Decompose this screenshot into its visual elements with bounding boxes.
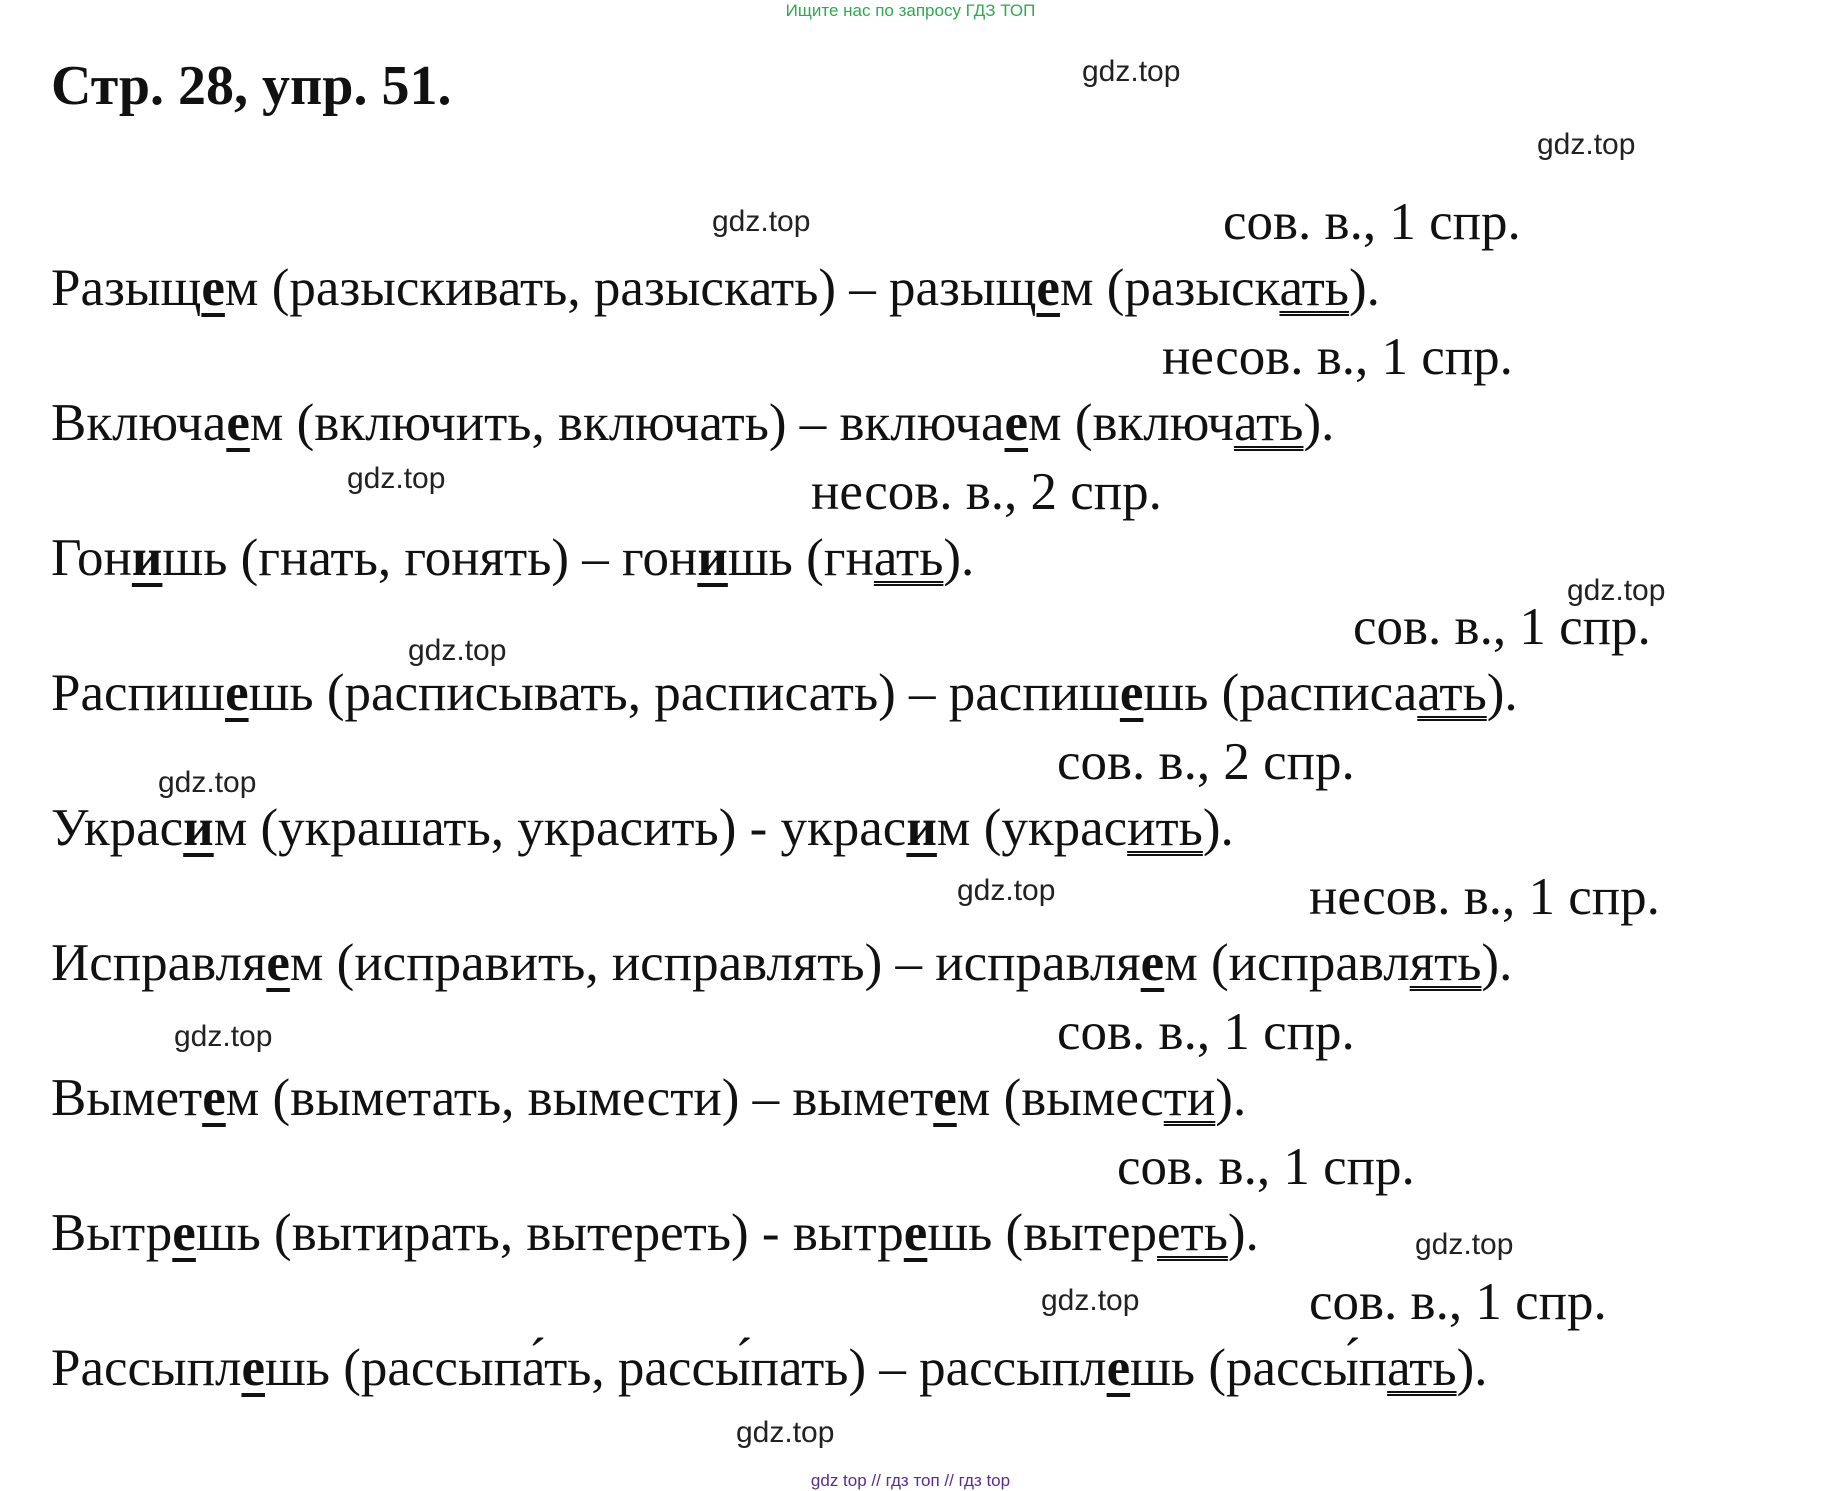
- verb-pair-text: (выметать, вымести) –: [259, 1069, 793, 1127]
- verb-tail: шь: [265, 1339, 330, 1397]
- personal-ending: е: [903, 1204, 928, 1262]
- watermark: gdz.top: [347, 462, 446, 495]
- infinitive-suffix: ать: [1279, 259, 1349, 317]
- exercise-line: [51, 933, 1512, 993]
- verb-stem: вытр: [792, 1204, 904, 1262]
- personal-ending: е: [1036, 259, 1060, 317]
- infinitive-suffix: еть: [1157, 1204, 1228, 1262]
- personal-ending: и: [183, 799, 214, 857]
- personal-ending: е: [226, 394, 250, 452]
- infinitive-suffix: ять: [1409, 934, 1482, 992]
- verb-stem: Включа: [51, 394, 227, 452]
- verb-stem: распиш: [948, 664, 1120, 722]
- infinitive-stem: (исправл: [1197, 934, 1410, 992]
- verb-stem: Вытр: [51, 1204, 173, 1262]
- watermark: gdz.top: [158, 766, 257, 799]
- personal-ending: е: [225, 664, 249, 722]
- infinitive-stem: (вытер: [992, 1204, 1158, 1262]
- verb-stem: исправля: [935, 934, 1141, 992]
- closing-punct: ).: [1202, 799, 1234, 857]
- aspect-conjugation-note: сов. в., 1 спр.: [1117, 1138, 1415, 1196]
- watermark: gdz.top: [736, 1416, 835, 1449]
- personal-ending: е: [1004, 394, 1029, 452]
- personal-ending: и: [906, 799, 937, 857]
- verb-tail: м: [289, 934, 324, 992]
- verb-tail: м: [1059, 259, 1094, 317]
- exercise-line: [51, 663, 1518, 723]
- verb-tail: м: [249, 394, 284, 452]
- exercise-line: [51, 528, 974, 588]
- watermark: gdz.top: [1537, 128, 1636, 161]
- verb-tail: м: [936, 799, 971, 857]
- verb-tail: шь: [1130, 1339, 1196, 1397]
- closing-punct: ).: [1303, 394, 1335, 452]
- watermark: gdz.top: [957, 874, 1056, 907]
- verb-tail: шь: [248, 664, 314, 722]
- watermark: gdz.top: [174, 1020, 273, 1053]
- verb-tail: шь: [727, 529, 793, 587]
- closing-punct: ).: [1481, 934, 1513, 992]
- infinitive-suffix: ать: [1387, 1339, 1457, 1397]
- exercise-line: [51, 393, 1334, 453]
- infinitive-suffix: ать: [873, 529, 944, 587]
- infinitive-stem: (рассы́п: [1195, 1339, 1388, 1397]
- exercise-line: [51, 258, 1380, 318]
- verb-pair-text: (рассыпа́ть, рассы́пать) –: [329, 1339, 920, 1397]
- exercise-line: [51, 1203, 1259, 1263]
- verb-pair-text: (включить, включать) –: [283, 394, 840, 452]
- verb-stem: разыщ: [889, 259, 1037, 317]
- closing-punct: ).: [1215, 1069, 1247, 1127]
- verb-stem: Разыщ: [51, 259, 202, 317]
- verb-pair-text: (разыскивать, разыскать) –: [258, 259, 890, 317]
- verb-tail: м: [1028, 394, 1062, 452]
- verb-tail: м: [213, 799, 248, 857]
- infinitive-stem: (разыск: [1093, 259, 1280, 317]
- watermark: gdz.top: [408, 634, 507, 667]
- verb-stem: Гон: [51, 529, 132, 587]
- personal-ending: е: [201, 259, 225, 317]
- infinitive-suffix: ать: [1233, 394, 1304, 452]
- personal-ending: е: [172, 1204, 196, 1262]
- verb-tail: шь: [195, 1204, 261, 1262]
- top-banner[interactable]: Ищите нас по запросу ГДЗ ТОП: [785, 1, 1036, 20]
- personal-ending: е: [1106, 1339, 1131, 1397]
- verb-tail: шь: [162, 529, 228, 587]
- verb-pair-text: (гнать, гонять) –: [227, 529, 623, 587]
- personal-ending: е: [933, 1069, 957, 1127]
- personal-ending: и: [131, 529, 163, 587]
- verb-stem: рассыпл: [919, 1339, 1107, 1397]
- watermark: gdz.top: [1415, 1228, 1514, 1261]
- personal-ending: е: [266, 934, 290, 992]
- infinitive-suffix: ать: [1417, 664, 1487, 722]
- watermark: gdz.top: [1041, 1284, 1140, 1317]
- exercise-line: [51, 1338, 1487, 1398]
- closing-punct: ).: [943, 529, 975, 587]
- infinitive-stem: (вымес: [990, 1069, 1164, 1127]
- infinitive-stem: (украс: [970, 799, 1128, 857]
- personal-ending: е: [241, 1339, 265, 1397]
- aspect-conjugation-note: сов. в., 1 спр.: [1353, 598, 1651, 656]
- closing-punct: ).: [1348, 259, 1380, 317]
- personal-ending: е: [1119, 664, 1144, 722]
- exercise-line: [51, 798, 1234, 858]
- aspect-conjugation-note: сов. в., 1 спр.: [1309, 1273, 1607, 1331]
- infinitive-suffix: ить: [1127, 799, 1203, 857]
- aspect-conjugation-note: несов. в., 1 спр.: [1162, 328, 1513, 386]
- verb-pair-text: (вытирать, вытереть) -: [260, 1204, 793, 1262]
- infinitive-stem: (расписа: [1208, 664, 1418, 722]
- infinitive-suffix: ти: [1163, 1069, 1216, 1127]
- watermark: gdz.top: [712, 205, 811, 238]
- watermark: gdz.top: [1567, 574, 1666, 607]
- closing-punct: ).: [1456, 1339, 1488, 1397]
- verb-tail: м: [224, 259, 259, 317]
- personal-ending: и: [697, 529, 728, 587]
- verb-tail: м: [225, 1069, 260, 1127]
- watermark: gdz.top: [1082, 55, 1181, 88]
- aspect-conjugation-note: несов. в., 1 спр.: [1309, 868, 1660, 926]
- page-title: Стр. 28, упр. 51.: [51, 55, 452, 117]
- closing-punct: ).: [1486, 664, 1518, 722]
- verb-tail: м: [956, 1069, 991, 1127]
- verb-stem: вымет: [792, 1069, 934, 1127]
- aspect-conjugation-note: сов. в., 1 спр.: [1057, 1003, 1355, 1061]
- personal-ending: е: [1140, 934, 1165, 992]
- aspect-conjugation-note: сов. в., 2 спр.: [1057, 733, 1355, 791]
- verb-pair-text: (расписывать, расписать) –: [313, 664, 949, 722]
- verb-stem: включа: [839, 394, 1005, 452]
- verb-pair-text: (исправить, исправлять) –: [323, 934, 936, 992]
- closing-punct: ).: [1227, 1204, 1259, 1262]
- verb-stem: украс: [780, 799, 907, 857]
- infinitive-stem: (гн: [792, 529, 874, 587]
- exercise-line: [51, 1068, 1246, 1128]
- infinitive-stem: (включ: [1061, 394, 1234, 452]
- verb-stem: Исправля: [51, 934, 267, 992]
- bottom-banner[interactable]: gdz top // гдз топ // гдз top: [810, 1471, 1011, 1490]
- verb-stem: Рассыпл: [51, 1339, 242, 1397]
- verb-tail: шь: [1143, 664, 1209, 722]
- personal-ending: е: [202, 1069, 226, 1127]
- verb-stem: Распиш: [51, 664, 226, 722]
- verb-tail: шь: [927, 1204, 993, 1262]
- verb-stem: Украс: [51, 799, 184, 857]
- verb-stem: Вымет: [51, 1069, 203, 1127]
- aspect-conjugation-note: несов. в., 2 спр.: [811, 463, 1162, 521]
- verb-stem: гон: [622, 529, 698, 587]
- verb-pair-text: (украшать, украсить) -: [247, 799, 781, 857]
- aspect-conjugation-note: сов. в., 1 спр.: [1223, 193, 1521, 251]
- verb-tail: м: [1164, 934, 1198, 992]
